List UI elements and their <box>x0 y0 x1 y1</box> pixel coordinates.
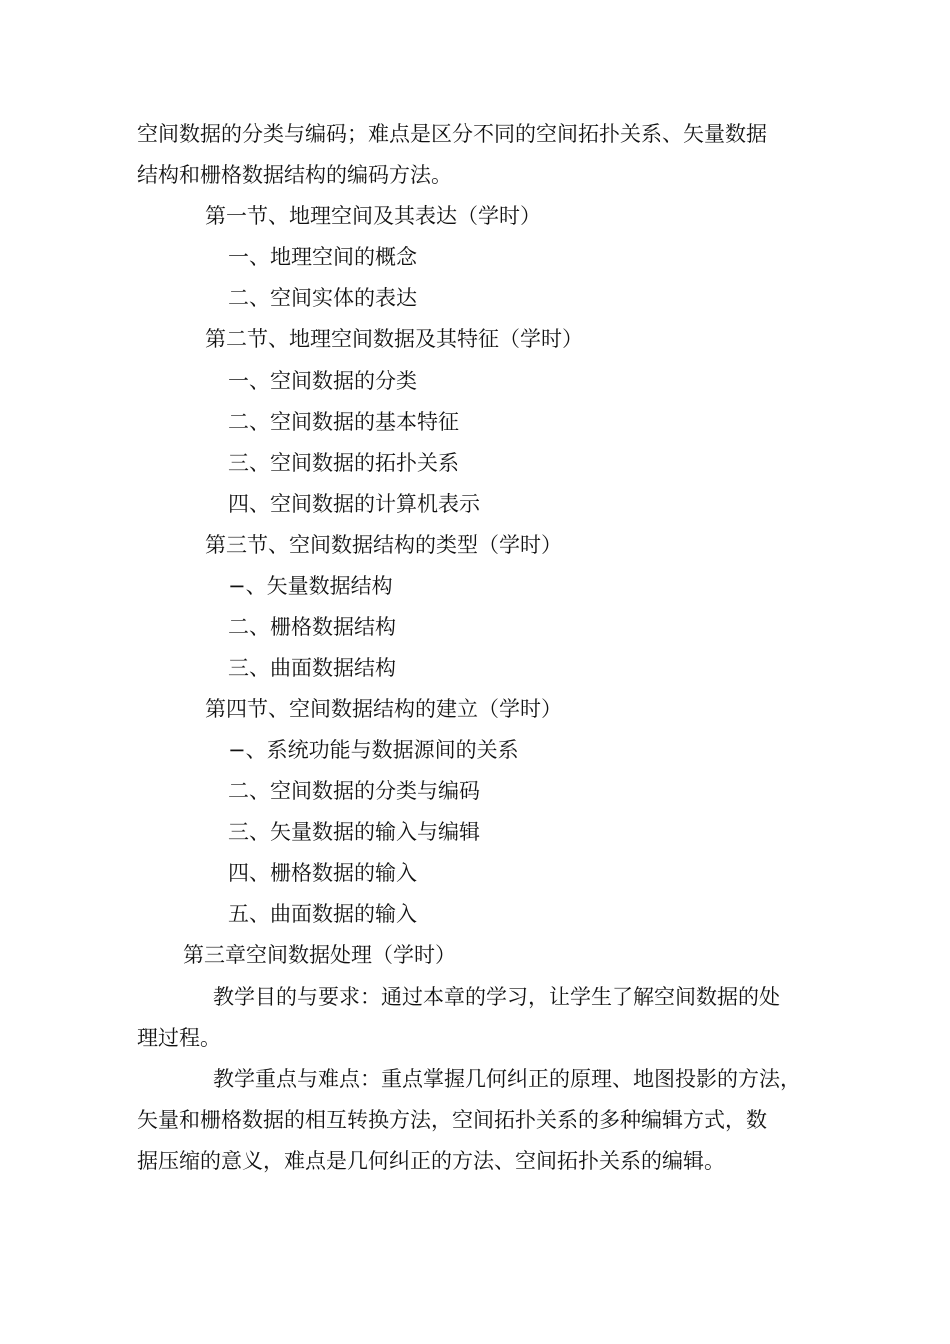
section-2-title: 第二节、地理空间数据及其特征（学时） <box>205 327 583 351</box>
section-4-item: 四、栅格数据的输入 <box>228 861 417 885</box>
intro-line-1: 空间数据的分类与编码；难点是区分不同的空间拓扑关系、矢量数据 <box>137 122 767 146</box>
chapter-title: 第三章空间数据处理（学时） <box>183 943 456 967</box>
section-2-item: 三、空间数据的拓扑关系 <box>228 451 459 475</box>
section-3-title: 第三节、空间数据结构的类型（学时） <box>205 533 562 557</box>
section-1-title: 第一节、地理空间及其表达（学时） <box>205 204 541 228</box>
section-4-title: 第四节、空间数据结构的建立（学时） <box>205 697 562 721</box>
section-4-item: 二、空间数据的分类与编码 <box>228 779 480 803</box>
section-4-item: 五、曲面数据的输入 <box>228 902 417 926</box>
section-3-item: 二、栅格数据结构 <box>228 615 396 639</box>
section-3-item: 三、曲面数据结构 <box>228 656 396 680</box>
intro-line-2: 结构和栅格数据结构的编码方法。 <box>137 163 452 187</box>
chapter-goal-line-1: 教学目的与要求：通过本章的学习，让学生了解空间数据的处 <box>213 985 780 1009</box>
section-3-item: −、矢量数据结构 <box>228 574 393 598</box>
chapter-goal-line-2: 理过程。 <box>137 1026 221 1050</box>
chapter-focus-line-2: 矢量和栅格数据的相互转换方法，空间拓扑关系的多种编辑方式，数 <box>137 1108 767 1132</box>
section-2-item: 一、空间数据的分类 <box>228 369 417 393</box>
section-4-item: 三、矢量数据的输入与编辑 <box>228 820 480 844</box>
chapter-focus-line-1: 教学重点与难点：重点掌握几何纠正的原理、地图投影的方法， <box>213 1067 801 1091</box>
chapter-focus-line-3: 据压缩的意义，难点是几何纠正的方法、空间拓扑关系的编辑。 <box>137 1149 725 1173</box>
section-1-item: 二、空间实体的表达 <box>228 286 417 310</box>
section-1-item: 一、地理空间的概念 <box>228 245 417 269</box>
section-4-item: −、系统功能与数据源间的关系 <box>228 738 519 762</box>
section-2-item: 二、空间数据的基本特征 <box>228 410 459 434</box>
section-2-item: 四、空间数据的计算机表示 <box>228 492 480 516</box>
